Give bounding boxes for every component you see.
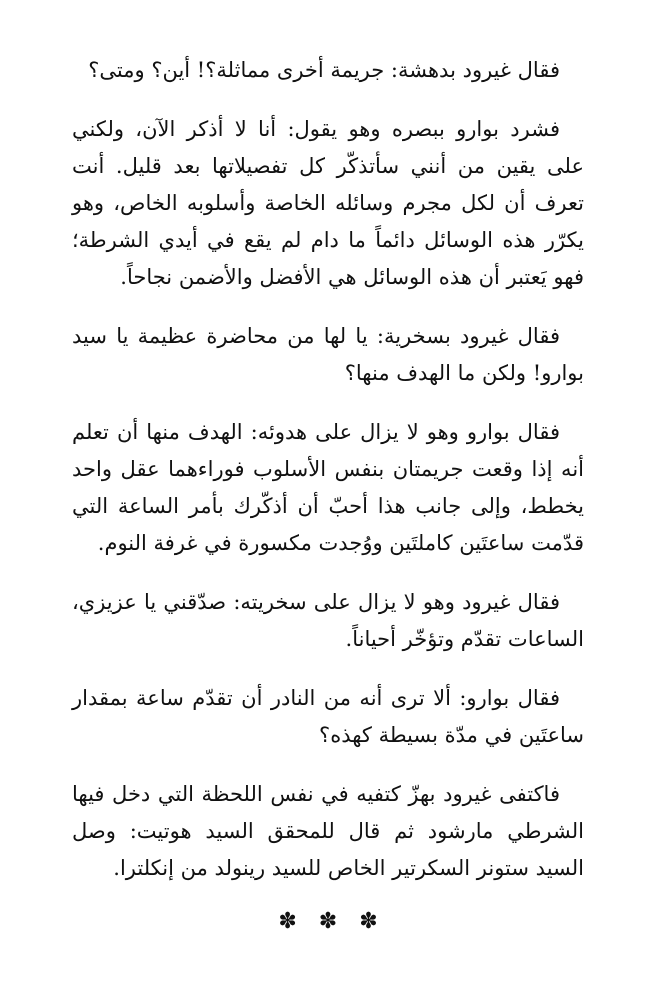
book-page bbox=[72, 52, 584, 934]
paragraph-1: فقال غيرود بدهشة: جريمة أخرى مماثلة؟! أين؟ ومتى؟ bbox=[88, 58, 560, 82]
paragraph-2: فشرد بوارو ببصره وهو يقول: أنا لا أذكر الآن، ولكني على يقين من أنني سأتذكّر كل تفصيلاتها بعد قليل. أنت تعرف أن لكل مجرم وسائله الخاصة وأسلوبه الخاص، وهو يكرّر هذه الوسائل دائماً ما دام لم يقع في أيدي الشرطة؛ فهو يَعتبر أن هذه الوسائل هي الأفضل والأضمن نجاحاً. bbox=[72, 117, 584, 289]
paragraph-6: فقال بوارو: ألا ترى أنه من النادر أن تقدّم ساعة بمقدار ساعتَين في مدّة بسيطة كهذه؟ bbox=[72, 686, 584, 747]
section-separator: ✽✽✽ bbox=[278, 909, 400, 934]
paragraph-7: فاكتفى غيرود بهزّ كتفيه في نفس اللحظة التي دخل فيها الشرطي مارشود ثم قال للمحقق السيد هوتيت: وصل السيد ستونر السكرتير الخاص للسيد رينولد من إنكلترا. bbox=[72, 782, 584, 880]
paragraph-5: فقال غيرود وهو لا يزال على سخريته: صدّقني يا عزيزي، الساعات تقدّم وتؤخّر أحياناً. bbox=[72, 590, 584, 651]
paragraph-3: فقال غيرود بسخرية: يا لها من محاضرة عظيمة يا سيد بوارو! ولكن ما الهدف منها؟ bbox=[72, 324, 584, 385]
paragraph-4: فقال بوارو وهو لا يزال على هدوئه: الهدف منها أن تعلم أنه إذا وقعت جريمتان بنفس الأسلوب فوراءهما عقل واحد يخطط، وإلى جانب هذا أحبّ أن أذكّرك بأمر الساعة التي قدّمت ساعتَين كاملتَين ووُجدت مكسورة في غرفة النوم. bbox=[72, 420, 584, 555]
